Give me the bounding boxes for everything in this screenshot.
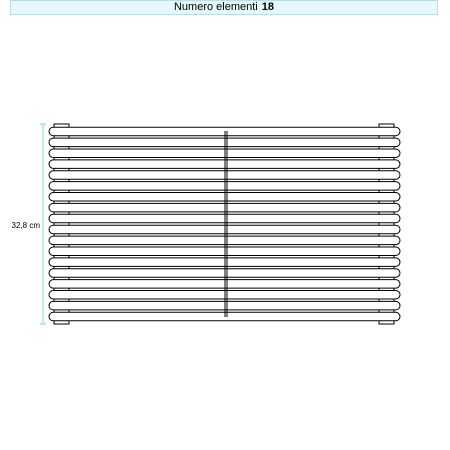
height-label: 32,8 cm bbox=[11, 221, 40, 230]
height-dimension bbox=[12, 124, 46, 324]
header-label: Numero elementi bbox=[173, 1, 258, 13]
element-count: 18 bbox=[261, 1, 274, 13]
